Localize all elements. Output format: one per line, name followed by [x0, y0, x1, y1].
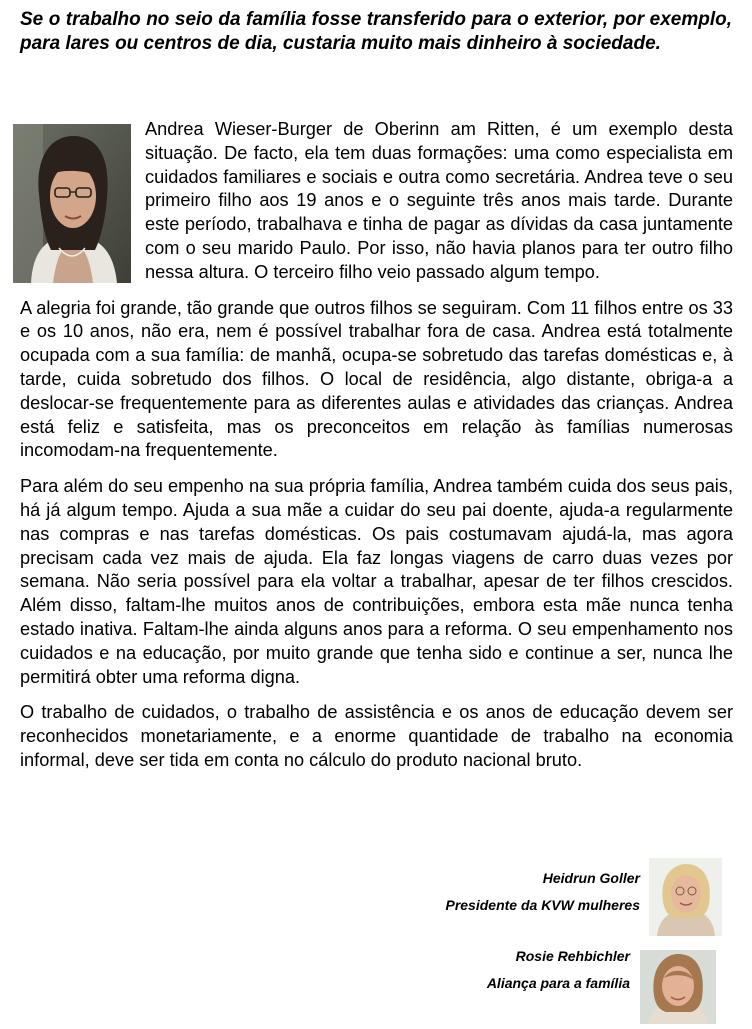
signature-1-name: Heidrun Goller	[542, 870, 640, 886]
rosie-rehbichler-photo	[640, 950, 716, 1024]
paragraph-3: Para além do seu empenho na sua própria família, Andrea também cuida dos seus pais, há já algum tempo. Ajuda a sua mãe a cuidar do seu pai doente, ajuda-a regularmente nas compras e nas tarefas domésticas. Os pais costumavam ajudá-la, mas agora precisam cada vez mais de ajuda. Ela faz longas viagens de carro duas vezes por semana. Não seria possível para ela voltar a trabalhar, apesar de ter filhos crescidos. Além disso, faltam-lhe muitos anos de contribuições, embora esta mãe nunca tenha estado inativa. Faltam-lhe ainda alguns anos para a reforma. O seu empenhamento nos cuidados e na educação, por muito grande que tenha sido e continue a ser, nunca lhe permitirá obter uma reforma digna.	[20, 476, 733, 687]
heidrun-goller-photo	[649, 858, 722, 936]
lead-statement: Se o trabalho no seio da família fosse transferido para o exterior, por exemplo, para lares ou centros de dia, custaria muito mais dinheiro à sociedade.	[20, 9, 732, 54]
signature-2-name: Rosie Rehbichler	[515, 948, 630, 964]
signature-1-role: Presidente da KVW mulheres	[445, 897, 640, 913]
paragraph-1	[20, 118, 733, 285]
portrait-andrea-photo	[13, 124, 131, 283]
paragraph-1-text: Andrea Wieser-Burger de Oberinn am Ritten, é um exemplo desta situação. De facto, ela tem duas formações: uma como especialista em cuidados familiares e sociais e outra como secretária. Andrea teve o seu primeiro filho aos 19 anos e o seguinte três anos mais tarde. Durante este período, trabalhava e tinha de pagar as dívidas da casa juntamente com o seu marido Paulo. Por isso, não havia planos para ter outro filho nessa altura. O terceiro filho veio passado algum tempo.	[145, 119, 733, 282]
paragraph-2: A alegria foi grande, tão grande que outros filhos se seguiram. Com 11 filhos entre os 33 e os 10 anos, não era, nem é possível trabalhar fora de casa. Andrea está totalmente ocupada com a sua família: de manhã, ocupa-se sobretudo das tarefas domésticas e, à tarde, cuida sobretudo dos filhos. O local de residência, algo distante, obriga-a a deslocar-se frequentemente para as diferentes aulas e atividades das crianças. Andrea está feliz e satisfeita, mas os preconceitos em relação às famílias numerosas incomodam-na frequentemente.	[20, 297, 733, 461]
article-body	[20, 118, 733, 785]
paragraph-4: O trabalho de cuidados, o trabalho de assistência e os anos de educação devem ser reconhecidos monetariamente, e a enorme quantidade de trabalho na economia informal, deve ser tida em conta no cálculo do produto nacional bruto.	[20, 702, 733, 770]
signature-2-role: Aliança para a família	[486, 975, 630, 991]
